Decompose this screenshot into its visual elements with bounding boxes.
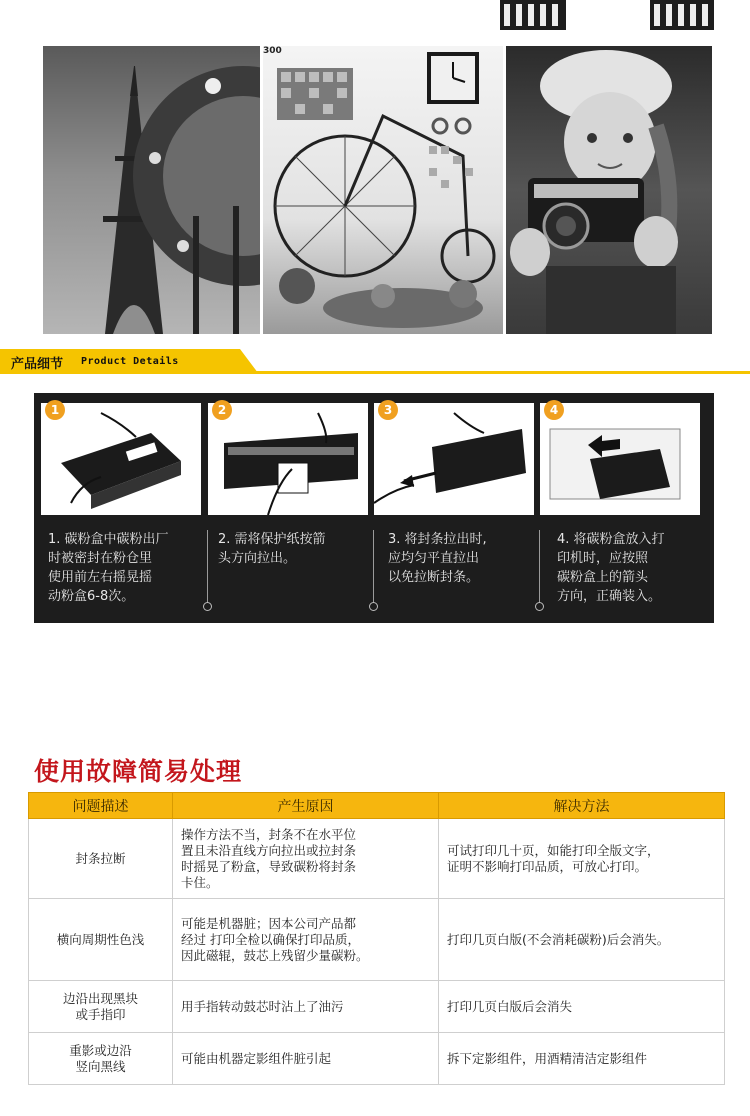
problem-cell: 重影或边沿 竖向黑线 [29, 1033, 173, 1085]
step-divider-dot [203, 602, 212, 611]
problem-cell: 封条拉断 [29, 819, 173, 899]
top-image-fragment-left [500, 0, 566, 30]
cause-cell: 可能由机器定影组件脏引起 [173, 1033, 439, 1085]
header-cause: 产生原因 [173, 793, 439, 819]
photo-corner-text: 300 [263, 46, 282, 56]
step-3-text: 3. 将封条拉出时, 应均匀平直拉出 以免拉断封条。 [388, 532, 487, 585]
eiffel-tower-photo [43, 46, 260, 334]
still-life-photo [263, 46, 503, 334]
step-divider-dot [369, 602, 378, 611]
solution-cell: 打印几页白版(不会消耗碳粉)后会消失。 [439, 899, 725, 981]
step-3-illustration [374, 403, 534, 515]
table-row [29, 981, 725, 1033]
step-divider [373, 530, 374, 604]
step-divider-dot [535, 602, 544, 611]
table-row [29, 899, 725, 981]
step-1-text: 1. 碳粉盒中碳粉出厂 时被密封在粉仓里 使用前左右摇晃摇 动粉盒6-8次。 [48, 532, 169, 604]
step-2-illustration [208, 403, 368, 515]
step-4-text: 4. 将碳粉盒放入打 印机时，应按照 碳粉盒上的箭头 方向，正确装入。 [557, 532, 665, 604]
step-3-badge: 3 [378, 400, 398, 420]
troubleshoot-title: 使用故障简易处理 [34, 757, 243, 786]
solution-cell: 可试打印几十页，如能打印全版文字， 证明不影响打印品质，可放心打印。 [439, 819, 725, 899]
solution-cell: 打印几页白版后会消失 [439, 981, 725, 1033]
solution-cell: 拆下定影组件，用酒精清洁定影组件 [439, 1033, 725, 1085]
cause-cell: 可能是机器脏；因本公司产品都 经过 打印全检以确保打印品质， 因此磁辊，鼓芯上残留少量碳粉。 [173, 899, 439, 981]
table-row [29, 819, 725, 899]
cause-cell: 操作方法不当，封条不在水平位 置且未沿直线方向拉出或拉封条 时摇晃了粉盒，导致碳粉将封条 卡住。 [173, 819, 439, 899]
table-row [29, 1033, 725, 1085]
header-solution: 解决方法 [439, 793, 725, 819]
step-1-badge: 1 [45, 400, 65, 420]
step-2-text: 2. 需将保护纸按箭 头方向拉出。 [218, 532, 326, 566]
section-title: 产品细节 [11, 357, 64, 372]
section-header-rule [0, 371, 750, 374]
problem-cell: 边沿出现黑块 或手指印 [29, 981, 173, 1033]
troubleshoot-table [28, 792, 725, 1085]
step-4-badge: 4 [544, 400, 564, 420]
step-4-illustration [540, 403, 700, 515]
problem-cell: 横向周期性色浅 [29, 899, 173, 981]
table-header-row [29, 793, 725, 819]
girl-camera-photo [506, 46, 712, 334]
step-divider [539, 530, 540, 604]
section-subtitle: Product Details [81, 356, 179, 367]
step-2-badge: 2 [212, 400, 232, 420]
step-1-illustration [41, 403, 201, 515]
step-divider [207, 530, 208, 604]
installation-steps-panel [34, 393, 714, 623]
top-image-fragment-right [650, 0, 714, 30]
header-problem: 问题描述 [29, 793, 173, 819]
cause-cell: 用手指转动鼓芯时沾上了油污 [173, 981, 439, 1033]
